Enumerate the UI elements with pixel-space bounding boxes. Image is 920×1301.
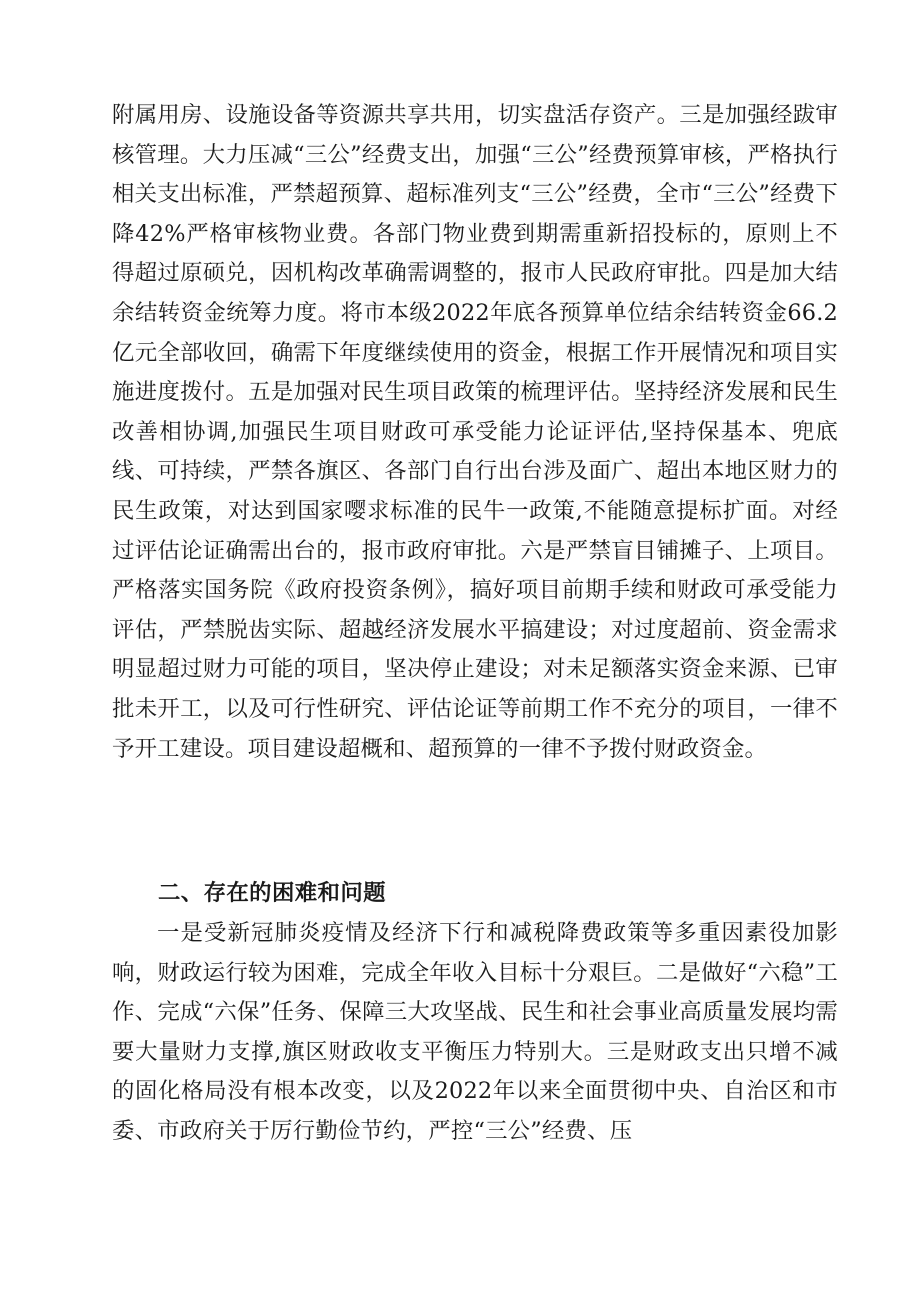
body-paragraph-difficulties: 一是受新冠肺炎疫情及经济下行和减税降费政策等多重因素役加影响，财政运行较为困难，完成全年收入目标十分艰巨。二是做好“六稳”工作、完成“六保”任务、保障三大攻坚战、民生和社会事业高质量发展均需要大量财力支撑,旗区财政收支平衡压力特别大。三是财政支出只增不减的固化格局没有根本改变，以及2022年以来全面贯彻中央、自治区和市委、市政府关于厉行勤俭节约，严控“三公”经费、压 <box>112 920 838 1144</box>
body-paragraph-measures: 附属用房、设施设备等资源共享共用，切实盘活存资产。三是加强经跋审核管理。大力压减“三公”经费支出，加强“三公”经费预算审核，严格执行相关支出标准，严禁超预算、超标准列支“三公”经费，全市“三公”经费下降42%严格审核物业费。各部门物业费到期需重新招投标的，原则上不得超过原硕兑，因机构改革确需调整的，报市人民政府审批。四是加大结余结转资金统筹力度。将市本级2022年底各预算单位结余结转资金66.2亿元全部收回，确需下年度继续使用的资金，根据工作开展情况和项目实施进度拨付。五是加强对民生项目政策的梳理评估。坚持经济发展和民生改善相协调,加强民生项目财政可承受能力论证评估,坚持保基本、兜底线、可持续，严禁各旗区、各部门自行出台涉及面广、超出本地区财力的民生政策，对达到国家嘤求标准的民牛一政策,不能随意提标扩面。对经过评估论证确需出台的，报市政府审批。六是严禁盲目铺摊子、上项目。严格落实国务院《政府投资条例》，搞好项目前期手续和财政可承受能力评估，严禁脱齿实际、超越经济发展水平搞建设；对过度超前、资金需求明显超过财力可能的项目，坚决停止建设；对未足额落实资金来源、已审批未开工，以及可行性研究、评估论证等前期工作不充分的项目，一律不予开工建设。项目建设超概和、超预算的一律不予拨付财政资金。 <box>112 102 838 762</box>
section-heading-difficulties: 二、存在的困难和问题 <box>158 880 386 906</box>
